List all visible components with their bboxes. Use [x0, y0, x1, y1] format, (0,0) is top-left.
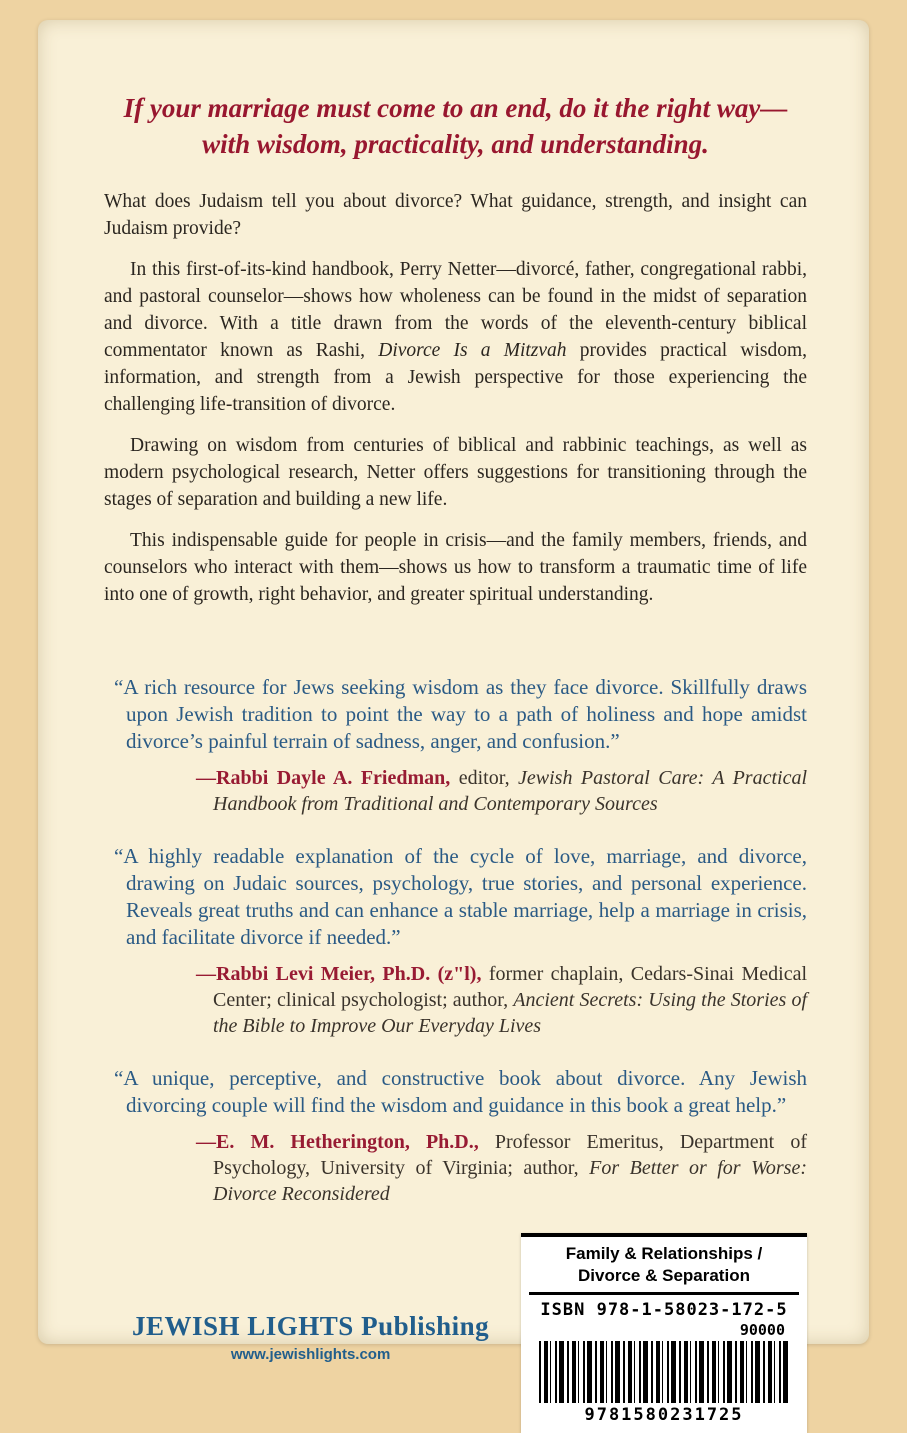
quote-attribution: [196, 1129, 807, 1207]
quote-attribution: [196, 765, 807, 817]
publisher-logo: JEWISH LIGHTS Publishing: [132, 1311, 489, 1342]
publisher-block: [132, 1311, 489, 1363]
description-section: [104, 188, 807, 622]
reviewer-role: former chaplain, Cedars-Sinai Medical Center; clinical psychologist; author,: [213, 963, 807, 1011]
category-line-2: Divorce & Separation: [529, 1265, 799, 1287]
publisher-url: www.jewishlights.com: [132, 1346, 489, 1363]
tagline-line-2: with wisdom, practicality, and understanding.: [104, 126, 807, 162]
description-paragraph: Drawing on wisdom from centuries of biblical and rabbinic teachings, as well as modern psychological research, Netter offers suggestions for transitioning through the stages of separation and building a new life.: [104, 432, 807, 513]
price-code: 90000: [529, 1321, 799, 1339]
reviewer-name: —E. M. Hetherington, Ph.D.,: [196, 1131, 479, 1153]
description-paragraph: In this first-of-its-kind handbook, Perry Netter—divorcé, father, congregational rabbi, and pastoral counselor—shows how wholeness can be found in the midst of separation and divorce. With a title drawn from the words of the eleventh-century biblical commentator known as Rashi, Divorce Is a Mitzvah provides practical wisdom, information, and strength from a Jewish perspective for those experiencing the challenging life-transition of divorce.: [104, 256, 807, 418]
footer-row: [104, 1233, 807, 1433]
reviewer-work-title: Ancient Secrets: Using the Stories of the Bible to Improve Our Everyday Lives: [213, 989, 807, 1037]
reviewer-name: —Rabbi Levi Meier, Ph.D. (z"l),: [196, 963, 481, 985]
ean-number: 9781580231725: [529, 1405, 799, 1425]
tagline-line-1: If your marriage must come to an end, do it the right way—: [104, 90, 807, 126]
barcode-box: [521, 1233, 807, 1433]
book-title-inline: Divorce Is a Mitzvah: [378, 340, 566, 361]
description-paragraph: What does Judaism tell you about divorce? What guidance, strength, and insight can Judaism provide?: [104, 188, 807, 242]
category-label: [529, 1243, 799, 1295]
isbn-text: ISBN 978-1-58023-172-5: [529, 1300, 799, 1320]
quote-text: “A unique, perceptive, and constructive book about divorce. Any Jewish divorcing couple will find the wisdom and guidance in this book a great help.”: [104, 1065, 807, 1119]
description-paragraph: This indispensable guide for people in crisis—and the family members, friends, and counselors who interact with them—shows us how to transform a traumatic time of life into one of growth, right behavior, and greater spiritual understanding.: [104, 527, 807, 608]
review-quote-2: [104, 843, 807, 1039]
book-back-cover: [38, 20, 869, 1344]
barcode-bars-image: [539, 1341, 789, 1403]
reviewer-role: Professor Emeritus, Department of Psychology, University of Virginia; author,: [213, 1131, 807, 1179]
reviewer-role: editor,: [450, 767, 518, 789]
reviewer-work-title: For Better or for Worse: Divorce Reconsidered: [213, 1157, 807, 1205]
quote-text: “A rich resource for Jews seeking wisdom as they face divorce. Skillfully draws upon Jewish tradition to point the way to a path of holiness and hope amidst divorce’s painful terrain of sadness, anger, and confusion.”: [104, 674, 807, 755]
review-quote-1: [104, 674, 807, 817]
tagline-headline: [104, 90, 807, 162]
reviewer-work-title: Jewish Pastoral Care: A Practical Handbook from Traditional and Contemporary Sources: [213, 767, 807, 815]
review-quote-3: [104, 1065, 807, 1207]
category-line-1: Family & Relationships /: [529, 1243, 799, 1265]
reviewer-name: —Rabbi Dayle A. Friedman,: [196, 767, 450, 789]
quote-attribution: [196, 961, 807, 1039]
quote-text: “A highly readable explanation of the cycle of love, marriage, and divorce, drawing on Judaic sources, psychology, true stories, and personal experience. Reveals great truths and can enhance a stable marriage, help a marriage in crisis, and facilitate divorce if needed.”: [104, 843, 807, 951]
